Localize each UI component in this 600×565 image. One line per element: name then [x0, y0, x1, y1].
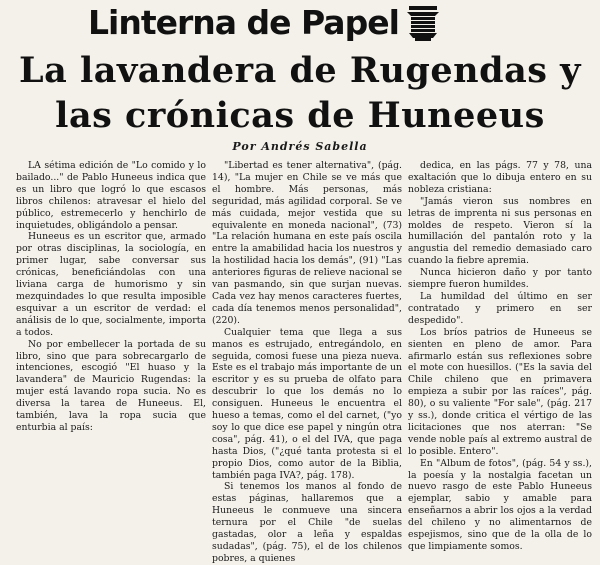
paragraph: Los bríos patrios de Huneeus se sienten en pleno de amor. Para afirmarlo están sus reflexiones sobre el mote con huesillos. ("Es la savia del Chile chileno que en primavera empieza a subir por las raíces", pág. 80), o su valiente "For sale", (pág. 217 y ss.), donde critica el vértigo de las licitaciones que nos aterran: "Se vende noble país al extremo austral de lo posible. Entero". — [408, 326, 592, 457]
paragraph: Cualquier tema que llega a sus manos es estrujado, entregándolo, en seguida, comosi fuese una pieza nueva. Este es el trabajo más importante de un escritor y es su prueba de olfato para descubrir lo que los demás no lo consiguen. Huneeus le encuentra el hueso a temas, como el del carnet, ("yo soy lo que dice ese papel y ningún otra cosa", pág. 41), o el del IVA, que paga hasta Dios, ("¿qué tanta protesta si el propio Dios, como autor de la Biblia, también paga IVA?, pág. 178). — [212, 326, 402, 481]
lantern-icon — [403, 4, 443, 42]
masthead-title: Linterna de Papel — [88, 3, 399, 42]
headline-line-2: las crónicas de Huneeus — [55, 95, 545, 136]
paragraph: Nunca hicieron daño y por tanto siempre fueron humildes. — [408, 267, 592, 291]
paragraph: dedica, en las págs. 77 y 78, una exaltación que lo dibuja entero en su nobleza cristiana: — [408, 160, 592, 195]
paragraph: En "Album de fotos", (pág. 54 y ss.), la poesía y la nostalgia facetan un nuevo rasgo de este Pablo Huneeus ejemplar, sabio y amable para enseñarnos a abrir los ojos a la verdad del chileno y no alimentarnos de espejismos, sino que de la olla de lo que limpiamente somos. — [408, 457, 592, 552]
column-1 — [16, 160, 206, 540]
column-3 — [408, 160, 592, 552]
paragraph: La humildad del último en ser contratado y primero en ser despedido". — [408, 290, 592, 326]
paragraph: LA sétima edición de "Lo comido y lo bailado..." de Pablo Huneeus indica que es un libro que logró lo que escasos libros chilenos: atravesar el hielo del público, estremecerlo y henchirlo de inquietudes, obligándolo a pensar. — [16, 160, 206, 231]
paragraph: Si tenemos los manos al fondo de estas páginas, hallaremos que a Huneeus le conmueve una sincera ternura por el Chile "de suelas gastadas, olor a leña y espaldas sudadas", (pág. 75), el de los chilenos pobres, a quienes — [212, 481, 402, 564]
byline: Por Andrés Sabella — [232, 140, 368, 153]
paragraph: "Jamás vieron sus nombres en letras de imprenta ni sus personas en moldes de respeto. Vieron sí la humillación del pantalón roto y la angustia del remedio demasiado caro cuando la fiebre apremia. — [408, 195, 592, 267]
column-2 — [212, 160, 402, 564]
headline-line-1: La lavandera de Rugendas y — [19, 50, 581, 91]
paragraph: Huneeus es un escritor que, armado por otras disciplinas, la sociología, en primer lugar, sabe conversar sus crónicas, beneficiándolas con una liviana carga de humorismo y sin mezquindades lo que resulta imposible esquivar a un escritor de verdad: el análisis de lo que, socialmente, importa a todos. — [16, 231, 206, 338]
paragraph: "Libertad es tener alternativa", (pág. 14), "La mujer en Chile se ve más que el hombre. Más personas, más seguridad, más agilidad corporal. Se ve más cuidada, mejor vestida que su equivalente en moneda nacional", (73) "La relación humana en este país oscila entre la amabilidad hacia los nuestros y la hostilidad hacia los demás", (91) "Las anteriores figuras de relieve nacional se van pasmando, sin que surjan nuevas. Cada vez hay menos caracteres fuertes, cada día tenemos menos personalidad", (220). — [212, 160, 402, 326]
masthead — [88, 2, 508, 44]
paragraph: No por embellecer la portada de su libro, sino que para sobrecargarlo de intenciones, escogió "El huaso y la lavandera" de Mauricio Rugendas: la mujer está lavando ropa sucia. No es diversa la tarea de Huneeus. El, también, lava la ropa sucia que enturbia al país: — [16, 338, 206, 433]
